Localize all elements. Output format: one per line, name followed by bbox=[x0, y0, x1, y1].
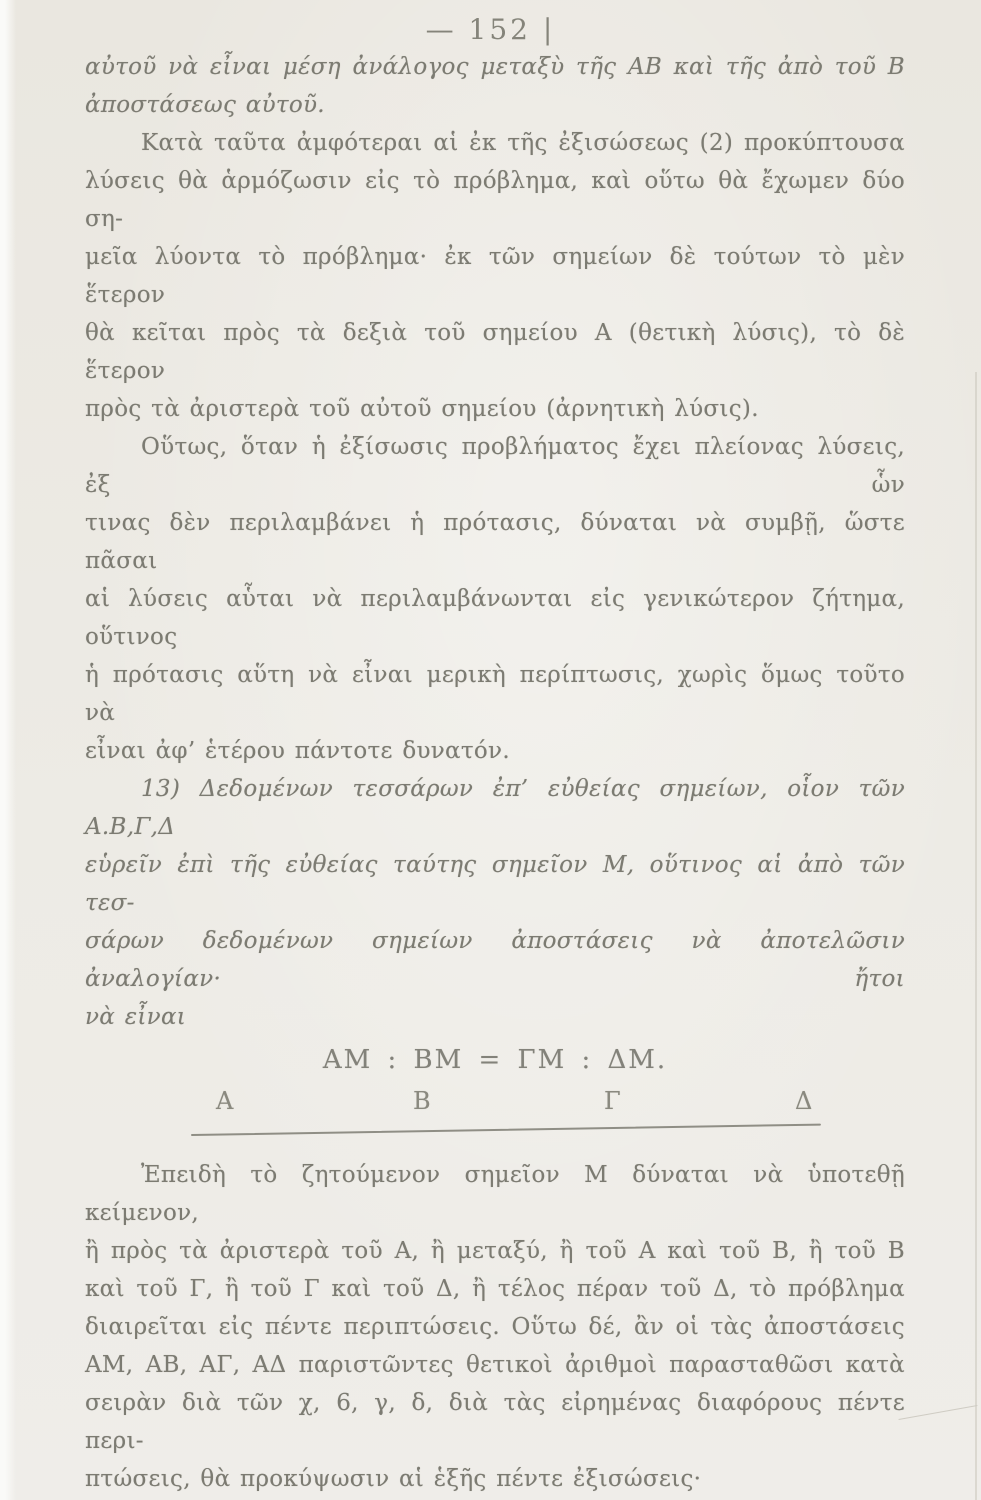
paragraph-line: Κατὰ ταῦτα ἀμφότεραι αἱ ἐκ τῆς ἐξισώσεως (2) προκύπτουσα bbox=[141, 130, 905, 156]
paragraph-line: ἡ πρότασις αὕτη νὰ εἶναι μερικὴ περίπτωσις, χωρὶς ὅμως τοῦτο νὰ bbox=[85, 662, 905, 726]
paragraph-line: μεῖα λύοντα τὸ πρόβλημα· ἐκ τῶν σημείων δὲ τούτων τὸ μὲν ἕτερον bbox=[85, 244, 905, 308]
proportion-formula: ΑΜ : ΒΜ = ΓΜ : ΔΜ. bbox=[322, 1045, 668, 1075]
paragraph bbox=[85, 124, 905, 428]
figure-point-label-Δ: Δ bbox=[795, 1087, 813, 1115]
paragraph-line: σάρων δεδομένων σημείων ἀποστάσεις νὰ ἀποτελῶσιν ἀναλογίαν· ἤτοι bbox=[85, 928, 905, 992]
paragraph-line: ἢ πρὸς τὰ ἀριστερὰ τοῦ Α, ἢ μεταξύ, ἢ τοῦ Α καὶ τοῦ Β, ἢ τοῦ Β bbox=[85, 1238, 905, 1264]
paragraph-line: καὶ τοῦ Γ, ἢ τοῦ Γ καὶ τοῦ Δ, ἢ τέλος πέραν τοῦ Δ, τὸ πρόβλημα bbox=[85, 1276, 905, 1302]
text-column bbox=[85, 48, 905, 1500]
paragraph-line: διαιρεῖται εἰς πέντε περιπτώσεις. Οὕτω δέ, ἂν οἱ τὰς ἀποστάσεις bbox=[85, 1314, 905, 1340]
figure-point-label-Γ: Γ bbox=[604, 1087, 621, 1115]
figure-point-label-Α: Α bbox=[216, 1087, 234, 1115]
paragraph-line: εἶναι ἀφ’ ἑτέρου πάντοτε δυνατόν. bbox=[85, 738, 510, 764]
paragraph-line: 13) Δεδομένων τεσσάρων ἐπ’ εὐθείας σημείων, οἷον τῶν Α.Β,Γ,Δ bbox=[85, 776, 905, 840]
paragraph-line: αἱ λύσεις αὗται νὰ περιλαμβάνωνται εἰς γενικώτερον ζήτημα, οὕτινος bbox=[85, 586, 905, 650]
paragraph-line: πτώσεις, θὰ προκύψωσιν αἱ ἑξῆς πέντε ἐξισώσεις· bbox=[85, 1466, 702, 1492]
paragraph-line: σειρὰν διὰ τῶν χ, 6, γ, δ, διὰ τὰς εἰρημένας διαφόρους πέντε περι- bbox=[85, 1390, 905, 1454]
paragraph bbox=[85, 770, 905, 1036]
figure-line-segment bbox=[191, 1124, 821, 1136]
paragraph-line: τινας δὲν περιλαμβάνει ἡ πρότασις, δύναται νὰ συμβῇ, ὥστε πᾶσαι bbox=[85, 510, 905, 574]
collinear-points-figure bbox=[85, 1082, 905, 1156]
page-edge-shadow bbox=[975, 372, 977, 1500]
paragraph-line: αὐτοῦ νὰ εἶναι μέση ἀνάλογος μεταξὺ τῆς ΑΒ καὶ τῆς ἀπὸ τοῦ Β bbox=[85, 54, 905, 80]
scan-scratch-mark bbox=[899, 1405, 978, 1420]
figure-point-label-Β: Β bbox=[413, 1087, 431, 1115]
paragraph bbox=[85, 428, 905, 770]
paragraph bbox=[85, 48, 905, 124]
paragraph-line: λύσεις θὰ ἁρμόζωσιν εἰς τὸ πρόβλημα, καὶ οὕτω θὰ ἔχωμεν δύο ση- bbox=[85, 168, 905, 232]
paragraph-line: Οὕτως, ὅταν ἡ ἐξίσωσις προβλήματος ἔχει πλείονας λύσεις, ἐξ ὧν bbox=[85, 434, 905, 498]
paragraph-line: θὰ κεῖται πρὸς τὰ δεξιὰ τοῦ σημείου Α (θετικὴ λύσις), τὸ δὲ ἕτερον bbox=[85, 320, 905, 384]
paragraph-line: νὰ εἶναι bbox=[85, 1004, 187, 1030]
paragraph-line: ΑΜ, ΑΒ, ΑΓ, ΑΔ παριστῶντες θετικοὶ ἀριθμοὶ παρασταθῶσι κατὰ bbox=[85, 1352, 905, 1378]
page-number: — 152 | bbox=[425, 13, 556, 46]
paragraph-line: εὑρεῖν ἐπὶ τῆς εὐθείας ταύτης σημεῖον Μ, οὕτινος αἱ ἀπὸ τῶν τεσ- bbox=[85, 852, 905, 916]
paragraph-line: Ἐπειδὴ τὸ ζητούμενον σημεῖον Μ δύναται νὰ ὑποτεθῇ κείμενον, bbox=[85, 1162, 905, 1226]
paragraph-line: ἀποστάσεως αὐτοῦ. bbox=[85, 92, 325, 118]
paragraph-line: πρὸς τὰ ἀριστερὰ τοῦ αὐτοῦ σημείου (ἀρνητικὴ λύσις). bbox=[85, 396, 759, 422]
paragraph bbox=[85, 1156, 905, 1498]
